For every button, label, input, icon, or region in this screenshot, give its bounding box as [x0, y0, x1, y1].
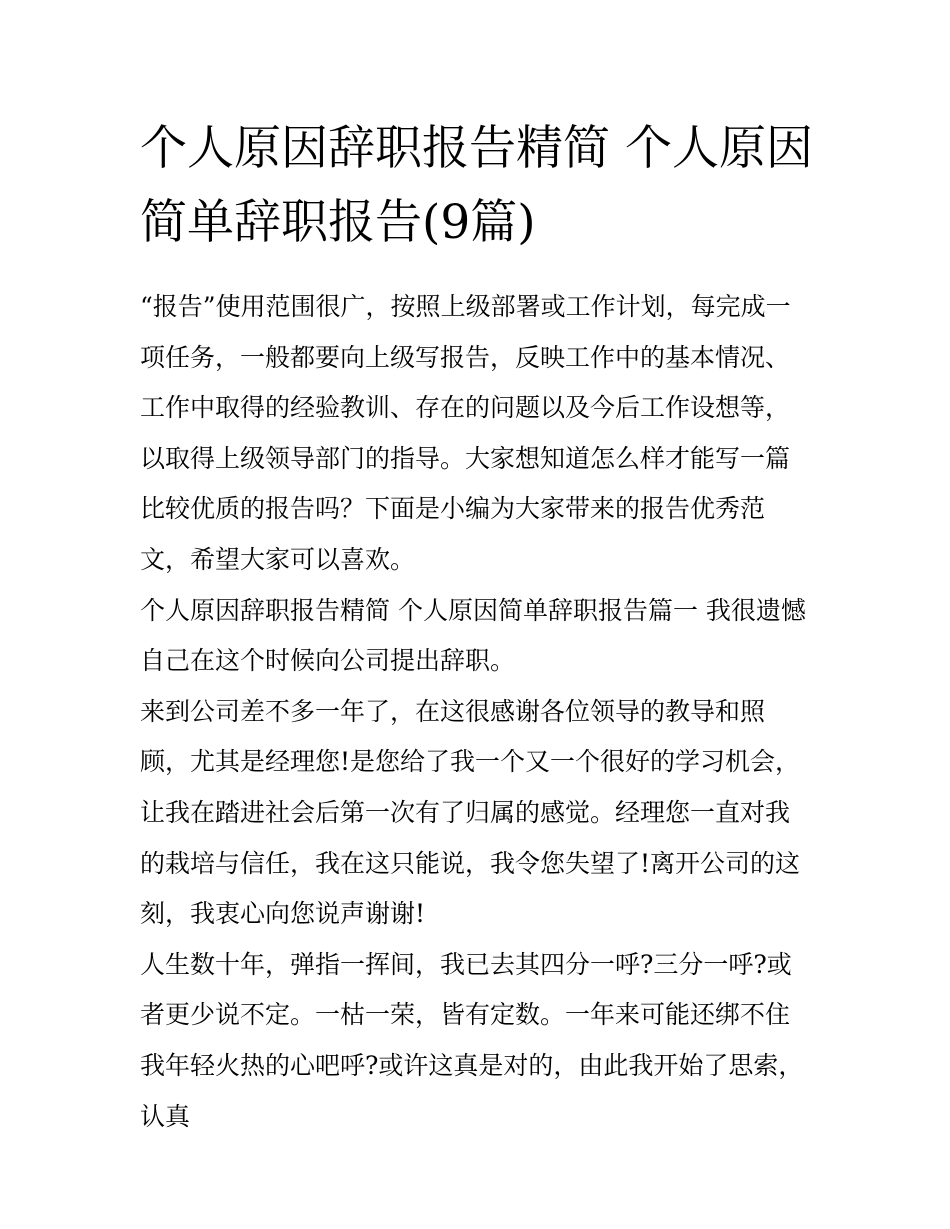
paragraph-intro: “报告”使用范围很广，按照上级部署或工作计划，每完成一项任务，一般都要向上级写报告，反映工作中的基本情况、工作中取得的经验教训、存在的问题以及今后工作设想等，以取得上级领导部门的指导。大家想知道怎么样才能写一篇比较优质的报告吗？下面是小编为大家带来的报告优秀范文，希望大家可以喜欢。: [140, 292, 791, 574]
document-title: 个人原因辞职报告精简 个人原因简单辞职报告(9篇): [140, 121, 813, 250]
paragraph-section-one-heading: 个人原因辞职报告精简 个人原因简单辞职报告篇一 我很遗憾自己在这个时候向公司提出辞职。: [140, 595, 806, 676]
paragraph-gratitude: 来到公司差不多一年了，在这很感谢各位领导的教导和照顾，尤其是经理您!是您给了我一个又一个很好的学习机会，让我在踏进社会后第一次有了归属的感觉。经理您一直对我的栽培与信任，我在这只能说，我令您失望了!离开公司的这刻，我衷心向您说声谢谢!: [140, 696, 801, 929]
document-body: [140, 282, 814, 1142]
paragraph-reflection: 人生数十年，弹指一挥间，我已去其四分一呼?三分一呼?或者更少说不定。一枯一荣，皆有定数。一年来可能还绑不住我年轻火热的心吧呼?或许这真是对的，由此我开始了思索，认真: [140, 949, 804, 1131]
